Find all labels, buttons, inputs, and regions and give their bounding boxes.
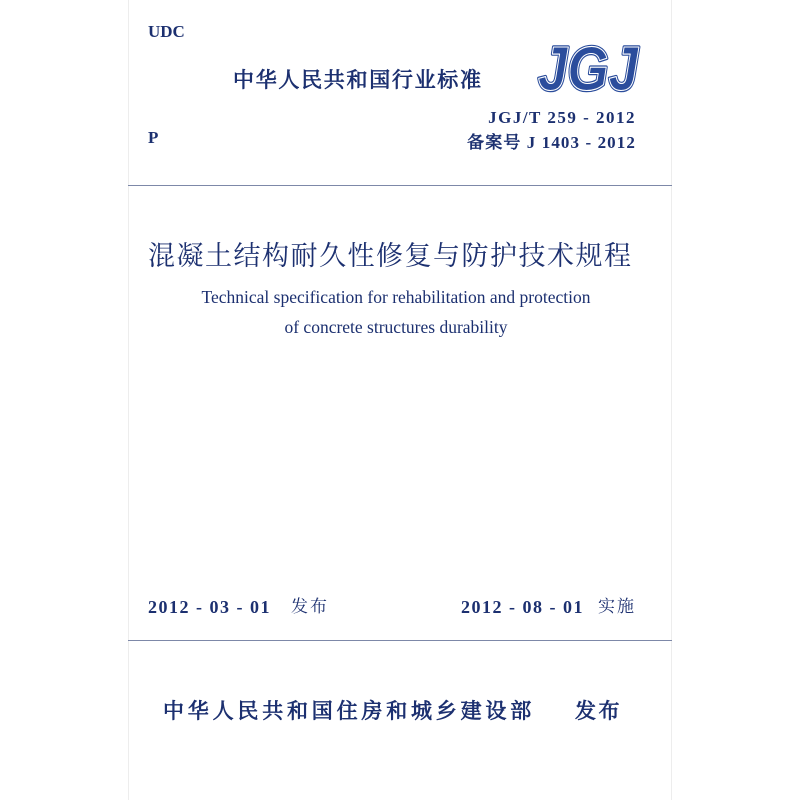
top-divider <box>128 185 672 186</box>
issue-label: 发布 <box>291 597 329 617</box>
jgj-logo-inline: JGJ <box>538 40 640 94</box>
jgj-logo-fill: JGJ <box>538 40 640 94</box>
publisher-label: 发布 <box>575 699 622 723</box>
jgj-logo <box>536 40 642 94</box>
standard-type-heading: 中华人民共和国行业标准 <box>233 68 483 92</box>
publisher-name: 中华人民共和国住房和城乡建设部 <box>163 699 535 723</box>
issue-date: 2012 - 03 - 01 <box>148 597 271 617</box>
bottom-divider <box>128 640 672 641</box>
filing-number: 备案号 J 1403 - 2012 <box>467 133 636 152</box>
title-english-line-2: of concrete structures durability <box>284 317 508 337</box>
effective-date: 2012 - 08 - 01 <box>461 597 584 617</box>
udc-label: UDC <box>148 22 185 41</box>
standard-number: JGJ/T 259 - 2012 <box>488 108 636 127</box>
title-chinese: 混凝土结构耐久性修复与防护技术规程 <box>148 241 633 272</box>
effective-label: 实施 <box>598 597 636 617</box>
title-english-line-1: Technical specification for rehabilitation and protection <box>201 287 591 307</box>
category-code: P <box>148 128 159 147</box>
